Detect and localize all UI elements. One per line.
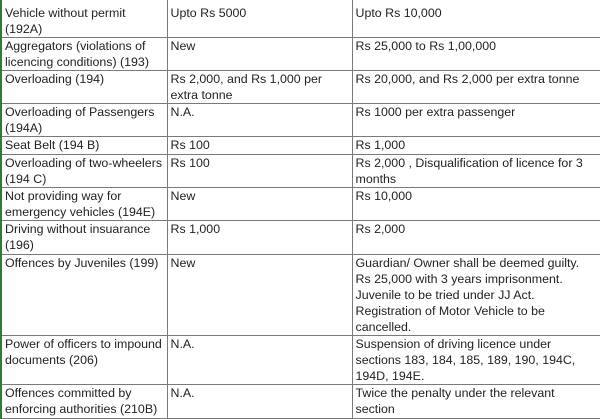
old-penalty-cell: N.A. [167,385,352,419]
table-row [1,137,600,155]
offence-cell: Power of officers to impound documents (206) [1,336,167,385]
new-penalty-cell: Rs 10,000 [352,188,600,221]
offence-cell: Offences by Juveniles (199) [1,255,167,336]
new-penalty-cell: Guardian/ Owner shall be deemed guilty. Rs 25,000 with 3 years imprisonment. Juvenile to be tried under JJ Act. Registration of Motor Vehicle to be cancelled. [352,255,600,336]
new-penalty-cell: Twice the penalty under the relevant section [352,385,600,419]
new-penalty-cell: Rs 2,000 , Disqualification of licence for 3 months [352,155,600,188]
table-row [1,255,600,336]
new-penalty-cell: Suspension of driving licence under sections 183, 184, 185, 189, 190, 194C, 194D, 194E. [352,336,600,385]
old-penalty-cell: New [167,255,352,336]
table-row [1,188,600,221]
offence-cell: Overloading of Passengers (194A) [1,104,167,137]
new-penalty-cell: Rs 20,000, and Rs 2,000 per extra tonne [352,71,600,104]
old-penalty-cell: New [167,188,352,221]
table-row [1,336,600,385]
table-row [1,104,600,137]
offence-cell: Seat Belt (194 B) [1,137,167,155]
table-row [1,38,600,71]
new-penalty-cell: Rs 1000 per extra passenger [352,104,600,137]
old-penalty-cell: New [167,38,352,71]
offence-cell: Vehicle without permit (192A) [1,0,167,38]
old-penalty-cell: N.A. [167,336,352,385]
old-penalty-cell: Rs 100 [167,155,352,188]
offence-cell: Overloading (194) [1,71,167,104]
old-penalty-cell: Rs 1,000 [167,221,352,255]
offence-cell: Driving without insuarance (196) [1,221,167,255]
new-penalty-cell: Rs 1,000 [352,137,600,155]
table-row [1,71,600,104]
new-penalty-cell: Rs 2,000 [352,221,600,255]
old-penalty-cell: Upto Rs 5000 [167,0,352,38]
offence-cell: Offences committed by enforcing authorities (210B) [1,385,167,419]
offence-cell: Overloading of two-wheelers (194 C) [1,155,167,188]
table-row [1,155,600,188]
table-row [1,0,600,38]
offence-cell: Aggregators (violations of licencing conditions) (193) [1,38,167,71]
table-row [1,221,600,255]
new-penalty-cell: Upto Rs 10,000 [352,0,600,38]
old-penalty-cell: N.A. [167,104,352,137]
offence-cell: Not providing way for emergency vehicles (194E) [1,188,167,221]
old-penalty-cell: Rs 100 [167,137,352,155]
new-penalty-cell: Rs 25,000 to Rs 1,00,000 [352,38,600,71]
old-penalty-cell: Rs 2,000, and Rs 1,000 per extra tonne [167,71,352,104]
table-row [1,385,600,419]
